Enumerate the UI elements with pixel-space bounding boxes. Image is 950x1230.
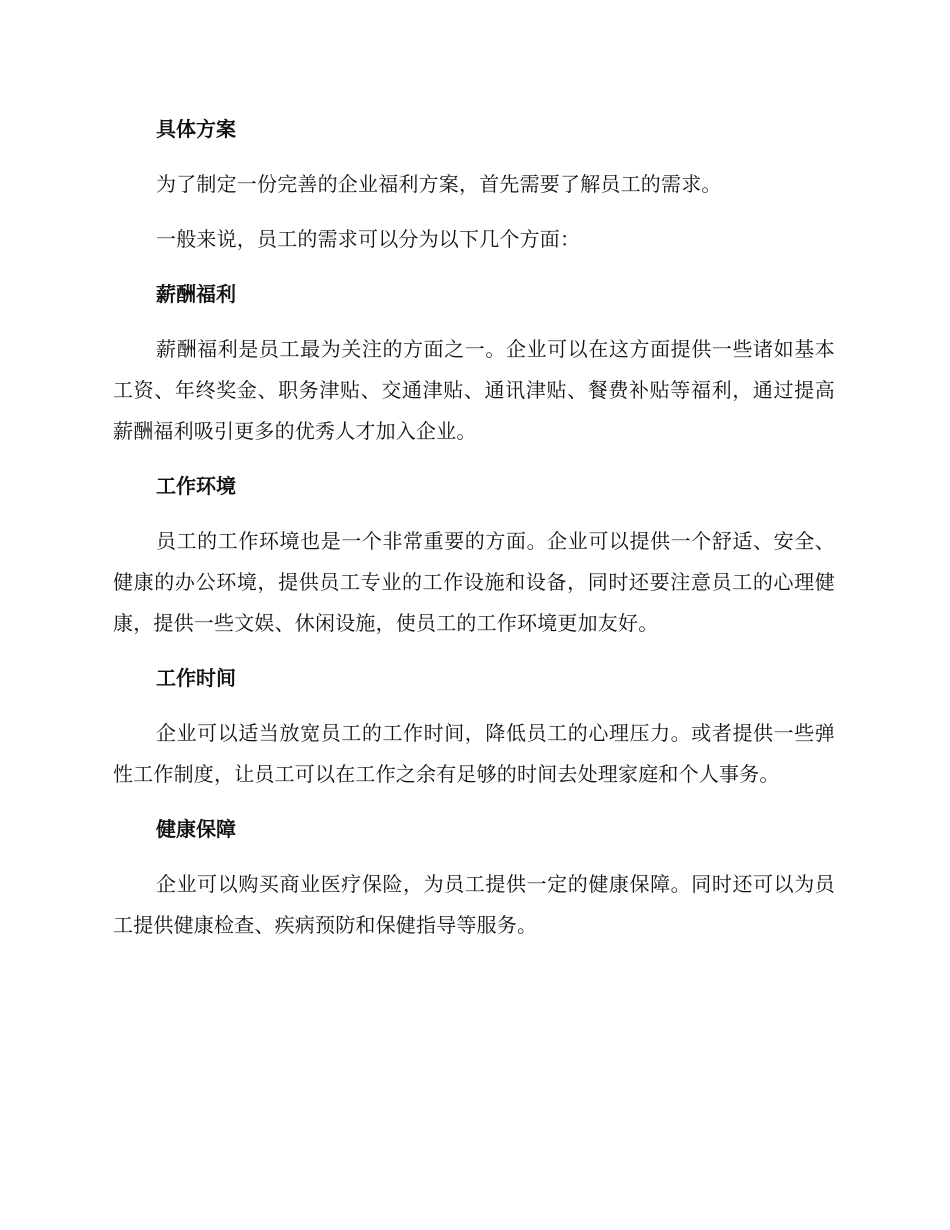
section-heading-work-time: 工作时间 [156, 666, 236, 690]
paragraph-environment: 员工的工作环境也是一个非常重要的方面。企业可以提供一个舒适、安全、健康的办公环境，提供员工专业的工作设施和设备，同时还要注意员工的心理健康，提供一些文娱、休闲设施，使员工的工作环境更加友好。 [113, 529, 835, 635]
paragraph-health: 企业可以购买商业医疗保险，为员工提供一定的健康保障。同时还可以为员工提供健康检查、疾病预防和保健指导等服务。 [113, 872, 835, 937]
paragraph-work-time: 企业可以适当放宽员工的工作时间，降低员工的心理压力。或者提供一些弹性工作制度，让员工可以在工作之余有足够的时间去处理家庭和个人事务。 [113, 721, 835, 786]
paragraph-intro-1: 为了制定一份完善的企业福利方案，首先需要了解员工的需求。 [156, 172, 722, 196]
section-heading-plan: 具体方案 [156, 117, 236, 141]
section-heading-environment: 工作环境 [156, 474, 236, 498]
section-heading-health: 健康保障 [156, 817, 236, 841]
section-heading-salary: 薪酬福利 [156, 282, 236, 306]
paragraph-intro-2: 一般来说，员工的需求可以分为以下几个方面： [156, 227, 581, 251]
paragraph-salary: 薪酬福利是员工最为关注的方面之一。企业可以在这方面提供一些诸如基本工资、年终奖金、职务津贴、交通津贴、通讯津贴、餐费补贴等福利，通过提高薪酬福利吸引更多的优秀人才加入企业。 [113, 337, 835, 443]
document-body [113, 109, 835, 960]
